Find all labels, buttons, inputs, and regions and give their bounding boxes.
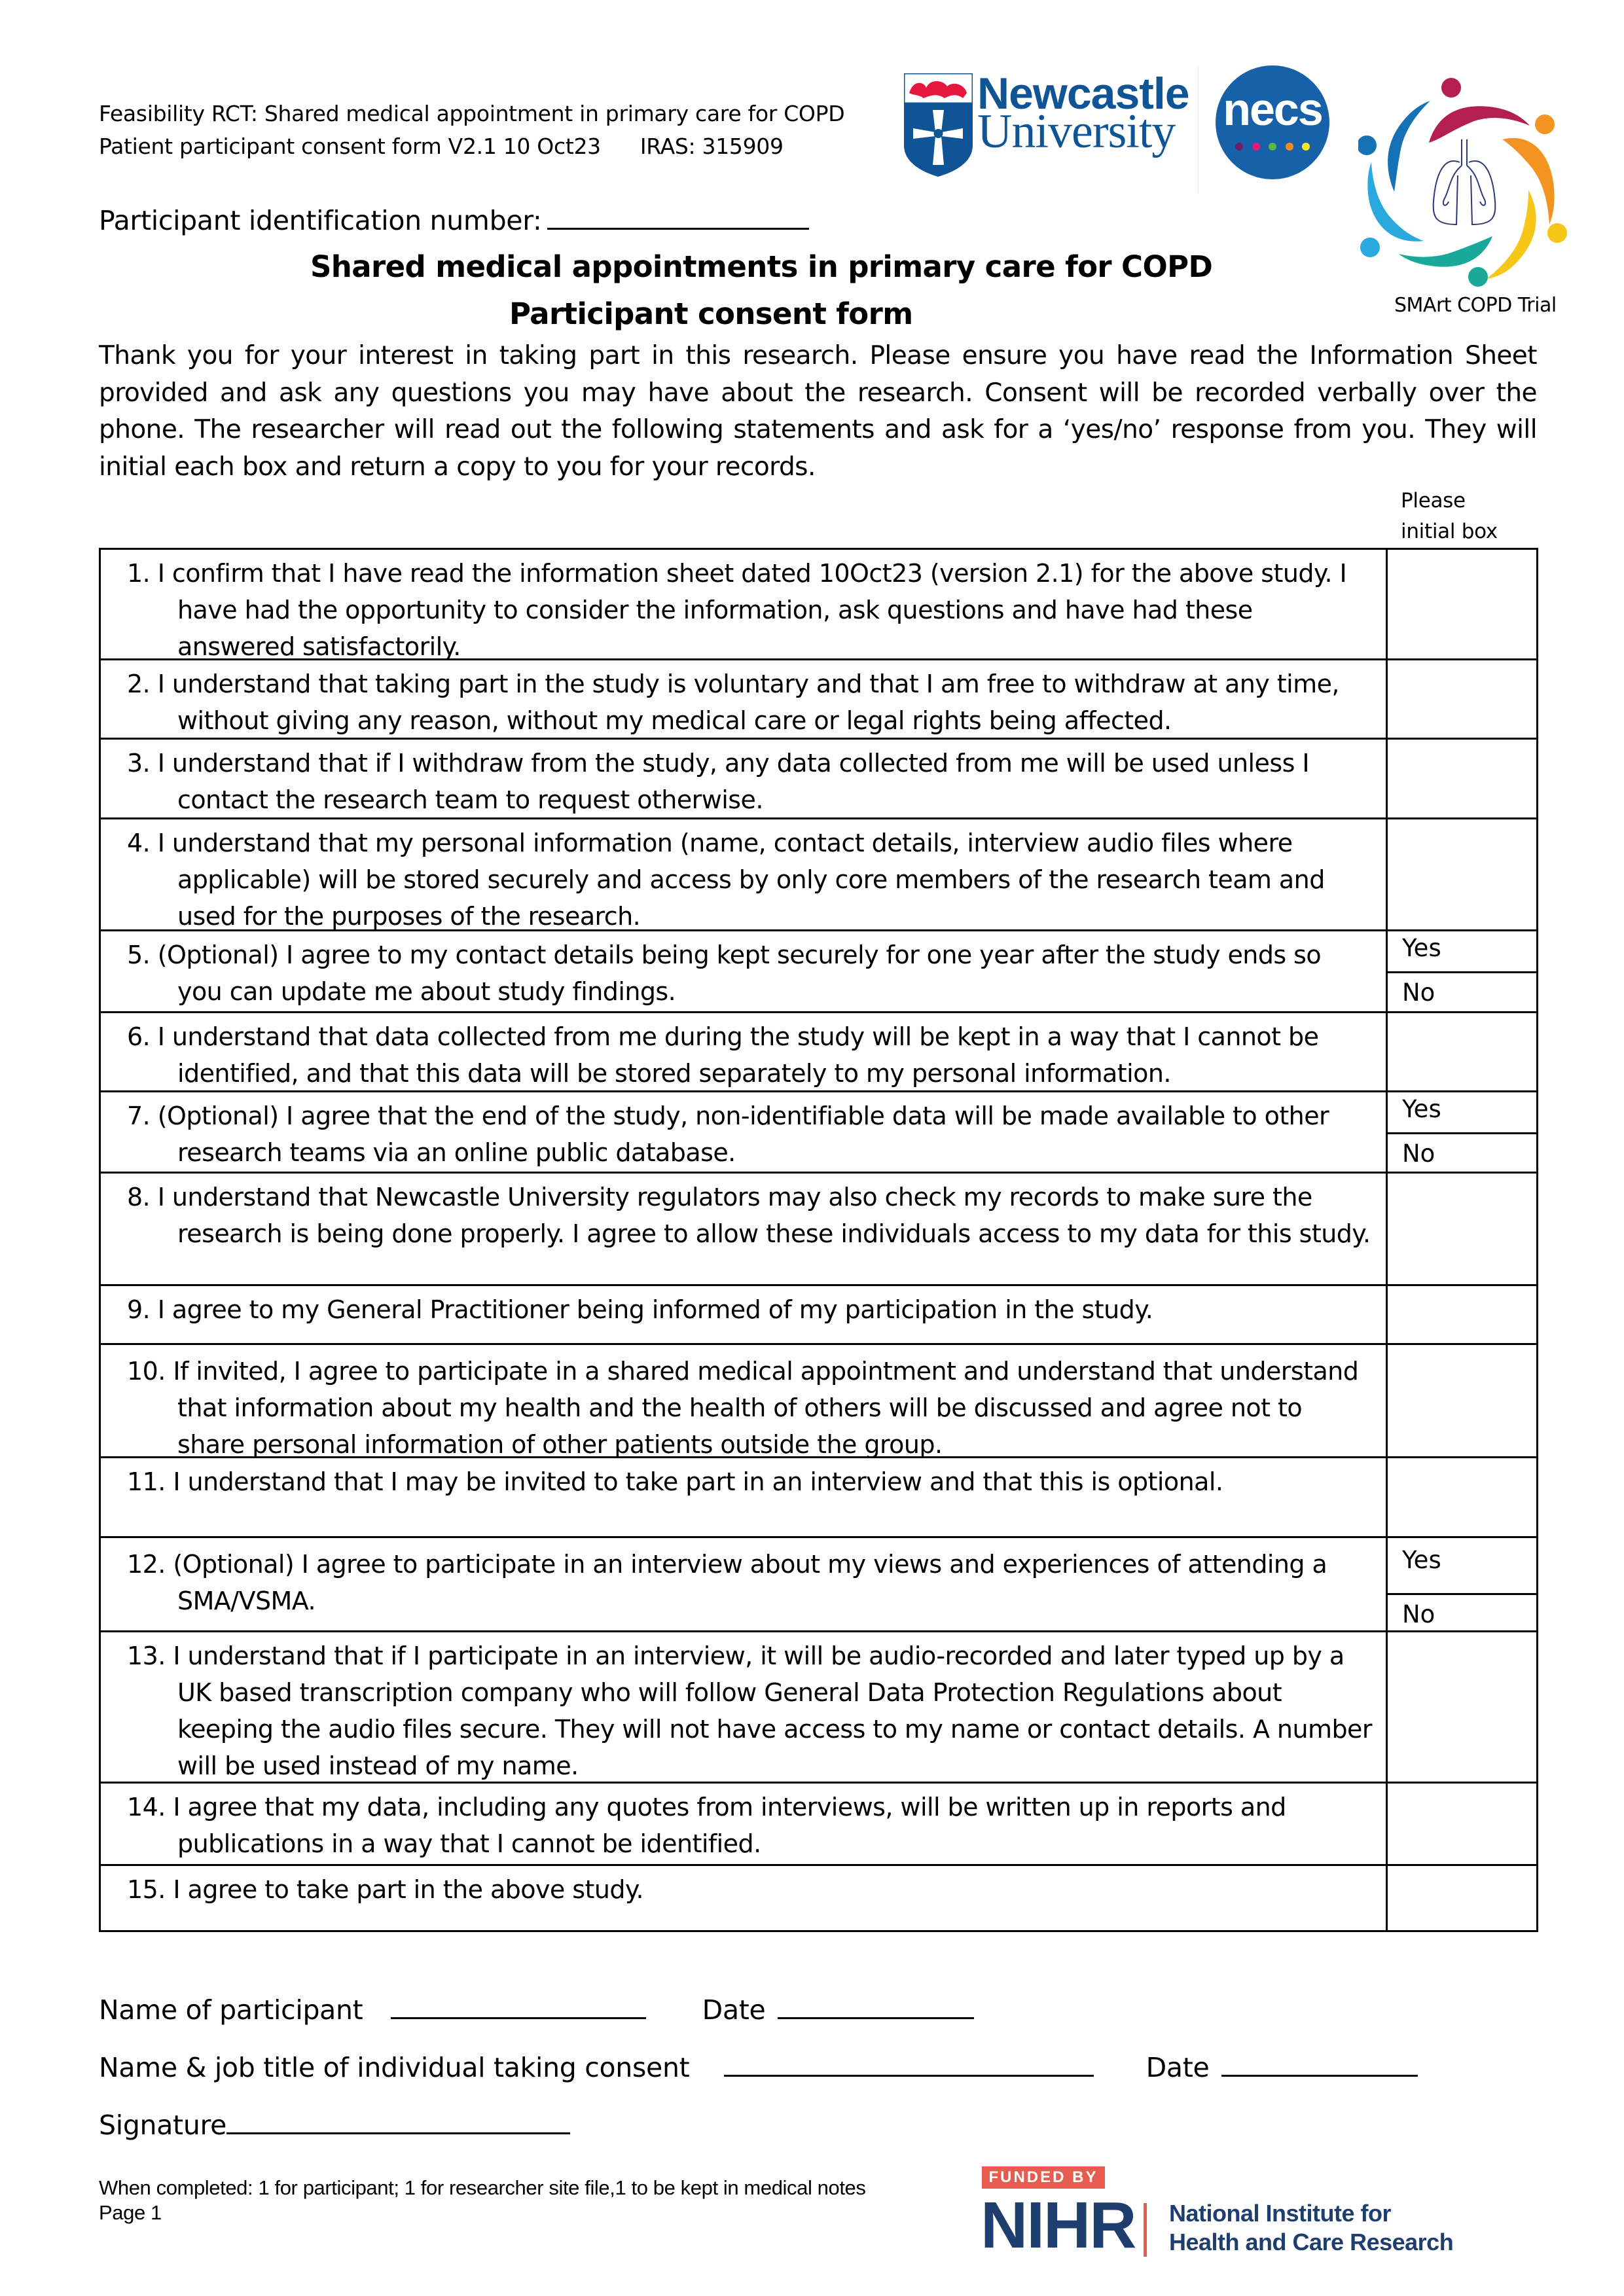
statement-text: I understand that taking part in the study is voluntary and that I am free to withdraw at any time, without giving any reason, without my medical care or legal rights being affected. xyxy=(157,670,1339,735)
no-option[interactable]: No xyxy=(1388,1132,1536,1174)
statement-cell xyxy=(101,1866,1388,1930)
initial-box[interactable] xyxy=(1388,1286,1536,1345)
initial-header-line1: Please xyxy=(1401,489,1466,512)
statement-cell xyxy=(101,1174,1388,1286)
table-row xyxy=(101,1090,1536,1174)
statement-text: (Optional) I agree to participate in an interview about my views and experiences of attending a SMA/VSMA. xyxy=(173,1550,1327,1615)
smart-copd-logo-icon xyxy=(1358,77,1568,287)
page-subtitle: Participant consent form xyxy=(509,296,913,331)
yes-option[interactable]: Yes xyxy=(1402,934,1441,962)
nihr-name-line2: Health and Care Research xyxy=(1169,2229,1454,2255)
statement-text: (Optional) I agree that the end of the study, non-identifiable data will be made available to other research teams via an online public database. xyxy=(157,1102,1329,1167)
statement-text: I confirm that I have read the information sheet dated 10Oct23 (version 2.1) for the above study. I have had the opportunity to consider the information, ask questions and have had these answered satisfactorily. xyxy=(157,559,1347,661)
statement-cell xyxy=(101,931,1388,1013)
statement-cell xyxy=(101,1784,1388,1866)
table-row xyxy=(101,658,1536,740)
participant-date-label: Date xyxy=(702,1994,766,2026)
table-row xyxy=(101,550,1536,660)
participant-name-label: Name of participant xyxy=(99,1994,363,2026)
participant-id-field[interactable] xyxy=(547,204,809,230)
yes-option[interactable]: Yes xyxy=(1402,1095,1441,1123)
yes-no-box xyxy=(1388,1538,1536,1632)
yes-option[interactable]: Yes xyxy=(1402,1546,1441,1574)
university-wordmark: University xyxy=(977,105,1176,158)
participant-id-label: Participant identification number: xyxy=(99,205,542,236)
statement-number: 14. xyxy=(127,1793,166,1821)
table-row xyxy=(101,738,1536,819)
table-row xyxy=(101,1456,1536,1538)
initial-header-line2: initial box xyxy=(1401,520,1498,543)
yes-no-box xyxy=(1388,1092,1536,1174)
iras-number: IRAS: 315909 xyxy=(640,134,784,159)
statement-text: I agree that my data, including any quotes from interviews, will be written up in reports and publications in a way that I cannot be identified. xyxy=(173,1793,1286,1858)
initial-box[interactable] xyxy=(1388,660,1536,740)
consent-taker-label: Name & job title of individual taking consent xyxy=(99,2052,690,2083)
signature-label: Signature xyxy=(99,2109,227,2141)
completion-note: When completed: 1 for participant; 1 for researcher site file,1 to be kept in medical notes xyxy=(99,2176,866,2199)
participant-signature-row xyxy=(99,1992,974,2026)
statement-number: 3. xyxy=(127,749,151,778)
nihr-wordmark: NIHR xyxy=(981,2189,1136,2262)
table-row xyxy=(101,1011,1536,1092)
newcastle-crest-icon xyxy=(904,73,973,177)
statement-number: 12. xyxy=(127,1550,166,1579)
statement-cell xyxy=(101,1632,1388,1784)
signature-field[interactable] xyxy=(226,2108,570,2134)
statement-number: 10. xyxy=(127,1357,166,1386)
statement-cell xyxy=(101,1286,1388,1345)
statement-cell xyxy=(101,1458,1388,1538)
table-row xyxy=(101,1630,1536,1784)
statement-text: I understand that Newcastle University regulators may also check my records to make sure the research is being done properly. I agree to allow these individuals access to my data for this study. xyxy=(157,1183,1371,1248)
statement-text: I agree to my General Practitioner being informed of my participation in the study. xyxy=(157,1295,1153,1324)
nihr-full-name xyxy=(1169,2199,1453,2257)
table-row xyxy=(101,1343,1536,1458)
document-header-version xyxy=(99,134,784,160)
document-header-study: Feasibility RCT: Shared medical appointment in primary care for COPD xyxy=(99,101,845,126)
statement-cell xyxy=(101,550,1388,660)
statement-number: 6. xyxy=(127,1022,151,1051)
initial-box[interactable] xyxy=(1388,1866,1536,1930)
statement-text: I understand that if I withdraw from the study, any data collected from me will be used unless I contact the research team to request otherwise. xyxy=(157,749,1310,814)
statement-number: 13. xyxy=(127,1641,166,1670)
initial-box[interactable] xyxy=(1388,550,1536,660)
table-row xyxy=(101,929,1536,1013)
intro-paragraph: Thank you for your interest in taking part in this research. Please ensure you have read the Information Sheet provided and ask any questions you may have about the research. Consent will be recorded verbally over the phone. The researcher will read out the following statements and ask for a ‘yes/no’ response from you. They will initial each box and return a copy to you for your records. xyxy=(99,341,1537,482)
statement-cell xyxy=(101,660,1388,740)
statement-number: 4. xyxy=(127,829,151,857)
necs-dots-icon xyxy=(1235,143,1310,151)
initial-box-header xyxy=(1401,486,1498,547)
statement-number: 8. xyxy=(127,1183,151,1211)
form-version: Patient participant consent form V2.1 10 Oct23 xyxy=(99,134,601,159)
table-row xyxy=(101,1536,1536,1632)
statement-text: I understand that I may be invited to take part in an interview and that this is optional. xyxy=(173,1467,1223,1496)
consent-taker-row xyxy=(99,2050,1418,2084)
initial-box[interactable] xyxy=(1388,1632,1536,1784)
statement-cell xyxy=(101,1092,1388,1174)
consent-taker-date-field[interactable] xyxy=(1221,2050,1418,2077)
consent-table xyxy=(99,548,1538,1932)
statement-text: I understand that my personal information (name, contact details, interview audio files where applicable) will be stored securely and access by only core members of the research team and used for the purposes of the research. xyxy=(157,829,1325,931)
statement-number: 15. xyxy=(127,1875,166,1904)
statement-text: I understand that data collected from me during the study will be kept in a way that I cannot be identified, and that this data will be stored separately to my personal information. xyxy=(157,1022,1319,1088)
table-row xyxy=(101,1172,1536,1286)
no-option[interactable]: No xyxy=(1388,971,1536,1013)
statement-cell xyxy=(101,819,1388,931)
necs-logo xyxy=(1216,65,1329,179)
signature-row xyxy=(99,2108,570,2142)
statement-cell xyxy=(101,1345,1388,1458)
initial-box[interactable] xyxy=(1388,1174,1536,1286)
funded-by-tag: FUNDED BY xyxy=(982,2166,1105,2189)
newcastle-wordmark: Newcastle xyxy=(977,69,1189,118)
statement-number: 2. xyxy=(127,670,151,698)
statement-number: 11. xyxy=(127,1467,166,1496)
statement-number: 7. xyxy=(127,1102,151,1130)
statement-number: 5. xyxy=(127,941,151,969)
smart-copd-trial-label: SMArt COPD Trial xyxy=(1394,294,1557,317)
page-number: Page 1 xyxy=(99,2201,162,2224)
statement-text: I agree to take part in the above study. xyxy=(173,1875,643,1904)
participant-id-row xyxy=(99,204,809,237)
no-option[interactable]: No xyxy=(1388,1593,1536,1632)
nihr-divider xyxy=(1144,2203,1147,2257)
statement-number: 1. xyxy=(127,559,151,588)
statement-cell xyxy=(101,740,1388,819)
consent-taker-field[interactable] xyxy=(724,2050,1094,2077)
initial-box[interactable] xyxy=(1388,740,1536,819)
initial-box[interactable] xyxy=(1388,1345,1536,1458)
table-row xyxy=(101,817,1536,931)
necs-wordmark: necs xyxy=(1223,84,1322,135)
logo-divider xyxy=(1198,65,1199,193)
table-row xyxy=(101,1864,1536,1930)
statement-cell xyxy=(101,1538,1388,1632)
initial-box[interactable] xyxy=(1388,1013,1536,1092)
page-title: Shared medical appointments in primary care for COPD xyxy=(310,249,1213,284)
initial-box[interactable] xyxy=(1388,1458,1536,1538)
participant-date-field[interactable] xyxy=(778,1992,974,2019)
nihr-name-line1: National Institute for xyxy=(1169,2200,1391,2227)
statement-number: 9. xyxy=(127,1295,151,1324)
statement-cell xyxy=(101,1013,1388,1092)
initial-box[interactable] xyxy=(1388,819,1536,931)
statement-text: (Optional) I agree to my contact details being kept securely for one year after the study ends so you can update me about study findings. xyxy=(157,941,1322,1006)
initial-box[interactable] xyxy=(1388,1784,1536,1866)
statement-text: I understand that if I participate in an interview, it will be audio-recorded and later typed up by a UK based transcription company who will follow General Data Protection Regulations about keeping the audio files secure. They will not have access to my name or contact details. A number will be used instead of my name. xyxy=(173,1641,1372,1780)
table-row xyxy=(101,1284,1536,1345)
participant-name-field[interactable] xyxy=(391,1992,646,2019)
yes-no-box xyxy=(1388,931,1536,1013)
statement-text: If invited, I agree to participate in a shared medical appointment and understand that understand that information about my health and the health of others will be discussed and agree not to share personal information of other patients outside the group. xyxy=(173,1357,1359,1459)
consent-taker-date-label: Date xyxy=(1146,2052,1210,2083)
table-row xyxy=(101,1782,1536,1866)
